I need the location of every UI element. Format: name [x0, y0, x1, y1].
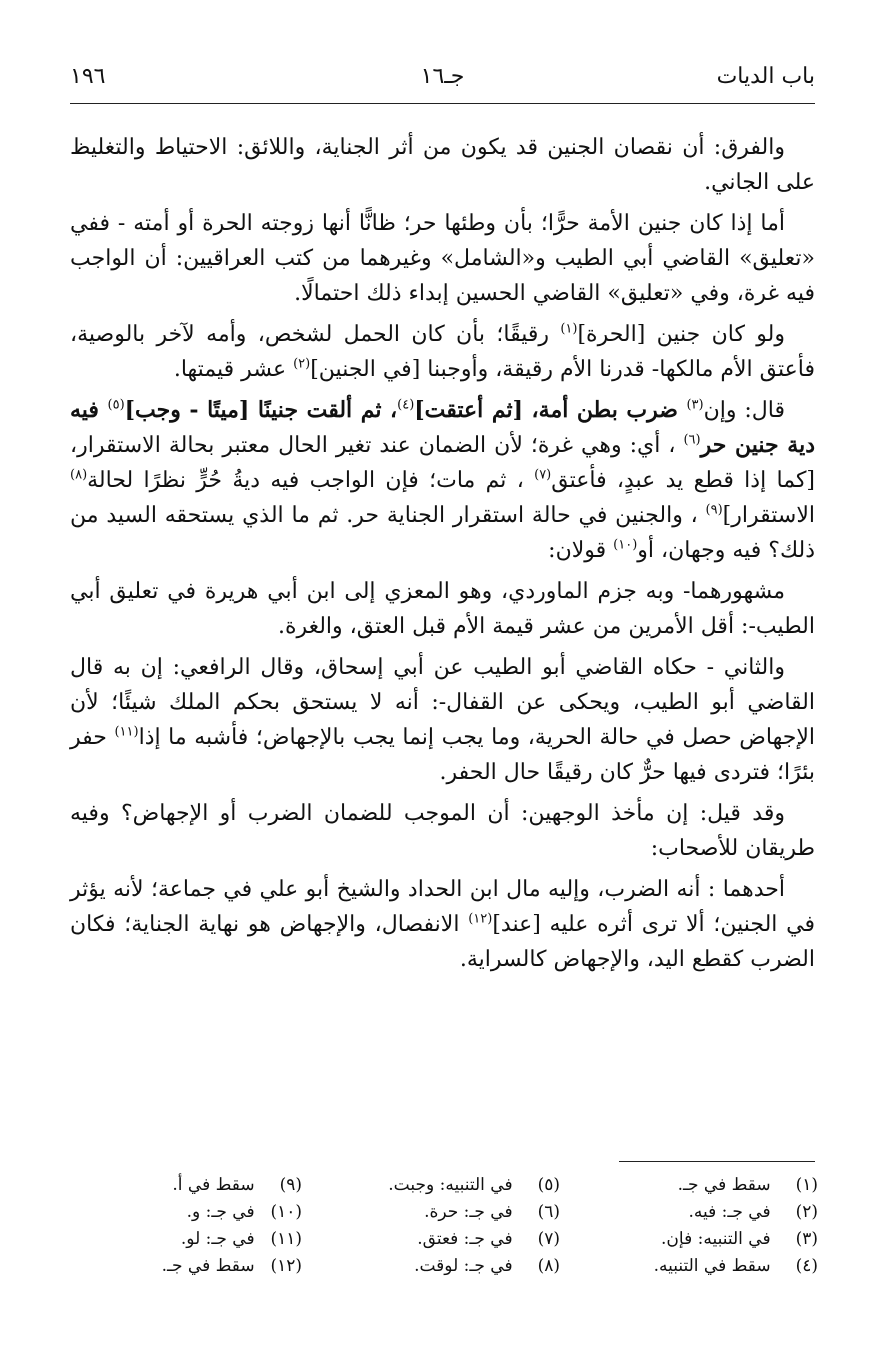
footnote-number: (٨) — [537, 1256, 560, 1276]
footnote-text: سقط في أ. — [172, 1175, 255, 1195]
paragraph: والفرق: أن نقصان الجنين قد يكون من أثر الجناية، واللائق: الاحتياط والتغليظ على الجاني. — [70, 135, 815, 195]
footnote — [568, 1172, 818, 1199]
paragraph: وقد قيل: إن مأخذ الوجهين: أن الموجب للضمان الضرب أو الإجهاض؟ وفيه طريقان للأصحاب: — [70, 801, 815, 861]
footnote — [52, 1253, 302, 1280]
footnote-text: في جـ: لوقت. — [414, 1256, 513, 1276]
footnote-divider — [619, 1161, 815, 1162]
footnote-number: (٣) — [795, 1229, 818, 1249]
footnote-text: سقط في التنبيه. — [653, 1256, 771, 1276]
footnote-number: (٥) — [537, 1175, 560, 1195]
footnote-ref: (٤) — [397, 397, 415, 413]
text-run: ، ثم مات؛ فإن الواجب فيه ديةُ حُرٍّ نظرًا لحالة — [87, 468, 535, 493]
footnote-text: سقط في جـ. — [677, 1175, 771, 1195]
running-header — [70, 64, 815, 98]
footnote-number: (٦) — [537, 1202, 560, 1222]
footnote-ref: (١٠) — [613, 537, 638, 553]
matn-text: ضرب بطن أمة، [ثم أعتقت] — [414, 397, 687, 423]
paragraph — [70, 872, 815, 977]
text-run: رقيقًا؛ بأن كان الحمل لشخص، وأمه لآخر بالوصية، فأعتق الأم مالكها- قدرنا الأم رقيقة، وأوجبنا [في الجنين] — [70, 322, 815, 382]
footnote-ref: (٢) — [293, 356, 311, 372]
footnote-number: (١) — [795, 1175, 818, 1195]
footnote-text: سقط في جـ. — [161, 1256, 255, 1276]
footnote-text: في جـ: حرة. — [424, 1202, 513, 1222]
footnote-number: (٩) — [279, 1175, 302, 1195]
paragraph — [70, 393, 815, 568]
text-run: قال: وإن — [703, 398, 785, 423]
footnote-column — [310, 1172, 560, 1280]
footnote-number: (١٢) — [270, 1256, 302, 1276]
footnote-text: في التنبيه: فإن. — [661, 1229, 771, 1249]
chapter-title: باب الديات — [716, 64, 815, 89]
page-number: ١٩٦ — [70, 64, 106, 89]
text-run: الانفصال، والإجهاض هو نهاية الجناية؛ فكان الضرب كقطع اليد، والإجهاض كالسراية. — [70, 912, 815, 972]
header-divider — [70, 103, 815, 104]
text-run: أحدهما : أنه الضرب، وإليه مال ابن الحداد والشيخ أبو علي في جماعة؛ لأنه يؤثر في الجنين؛ ألا ترى أثره عليه [عند] — [70, 877, 815, 937]
footnote — [310, 1226, 560, 1253]
footnote — [52, 1226, 302, 1253]
footnote — [310, 1253, 560, 1280]
footnote-text: في جـ: فعتق. — [417, 1229, 513, 1249]
footnote-ref: (٨) — [70, 467, 88, 483]
footnotes — [70, 1172, 818, 1322]
footnote-ref: (٧) — [534, 467, 552, 483]
footnote — [52, 1172, 302, 1199]
text-run: ولو كان جنين [الحرة] — [577, 322, 785, 347]
paragraph — [70, 317, 815, 387]
footnote-ref: (١٢) — [468, 911, 493, 927]
paragraph — [70, 650, 815, 790]
main-text — [70, 130, 815, 983]
footnote-ref: (٥) — [107, 397, 125, 413]
text-run: ، أي: وهي غرة؛ لأن الضمان عند تغير الحال معتبر بحالة الاستقرار، [كما إذا قطع يد عبدٍ، فأعتق — [70, 433, 815, 493]
text-run: والثاني - حكاه القاضي أبو الطيب عن أبي إسحاق، وقال الرافعي: إن به قال القاضي أبو الطيب، ويحكى عن القفال-: أنه لا يستحق بحكم الملك شيئًا؛ لأن الإجهاض حصل في حالة الحرية، وما يجب إنما يجب بالإجهاض؛ فأشبه ما إذا — [70, 655, 815, 750]
footnote-ref: (١) — [560, 321, 578, 337]
paragraph: مشهورهما- وبه جزم الماوردي، وهو المعزي إلى ابن أبي هريرة في تعليق أبي الطيب-: أقل الأمرين من عشر قيمة الأم قبل العتق، والغرة. — [70, 579, 815, 639]
footnote-text: في التنبيه: وجبت. — [388, 1175, 513, 1195]
matn-text: فيه دية جنين حر — [70, 397, 815, 458]
paragraph: أما إذا كان جنين الأمة حرًّا؛ بأن وطئها حر؛ ظانًّا أنها زوجته الحرة أو أمته - ففي «تعليق» القاضي أبي الطيب و«الشامل» وغيرهما من كتب العراقيين: أن الواجب فيه غرة، وفي «تعليق» القاضي الحسين إبداء ذلك احتمالًا. — [70, 211, 815, 306]
footnote — [568, 1226, 818, 1253]
footnote-number: (٧) — [537, 1229, 560, 1249]
footnote-ref: (٩) — [705, 502, 723, 518]
text-run: الاستقرار] — [722, 503, 815, 528]
footnote-text: في جـ: و. — [186, 1202, 255, 1222]
footnote-text: في جـ: لو. — [180, 1229, 255, 1249]
footnote-ref: (٦) — [683, 432, 701, 448]
text-run: قولان: — [548, 538, 614, 563]
volume-label: جـ١٦ — [420, 64, 465, 89]
footnote-column — [568, 1172, 818, 1280]
footnote — [568, 1199, 818, 1226]
footnote — [52, 1199, 302, 1226]
footnote — [310, 1172, 560, 1199]
footnote-column — [52, 1172, 302, 1280]
footnote-text: في جـ: فيه. — [688, 1202, 771, 1222]
text-run: حفر بئرًا؛ فتردى فيها حرٌّ كان رقيقًا حال الحفر. — [70, 725, 815, 785]
footnote-ref: (٣) — [686, 397, 704, 413]
footnote-number: (٤) — [795, 1256, 818, 1276]
footnote-ref: (١١) — [114, 724, 139, 740]
footnote — [310, 1199, 560, 1226]
footnote — [568, 1253, 818, 1280]
footnote-number: (١١) — [270, 1229, 302, 1249]
footnote-number: (١٠) — [270, 1202, 302, 1222]
text-run: ، والجنين في حالة استقرار الجناية حر. ثم ما الذي يستحقه السيد من ذلك؟ فيه وجهان، أو — [70, 503, 815, 563]
matn-text: ، ثم ألقت جنينًا [ميتًا - وجب] — [124, 397, 398, 423]
footnote-number: (٢) — [795, 1202, 818, 1222]
text-run: عشر قيمتها. — [173, 357, 294, 382]
